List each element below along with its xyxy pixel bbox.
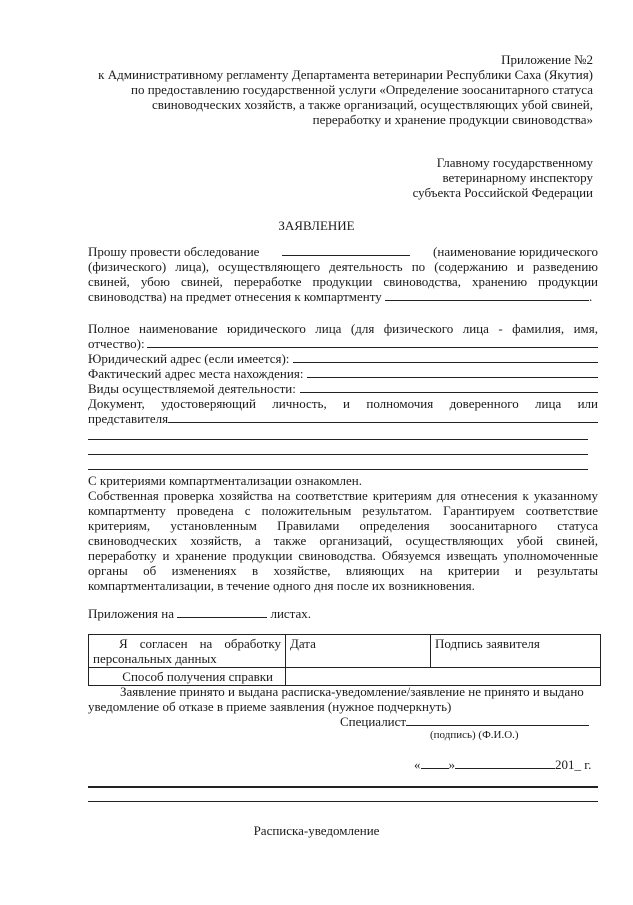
criteria-text: критериям, установленным Правилами определения зоосанитарного статуса xyxy=(88,518,598,533)
applicant-fields xyxy=(88,321,598,426)
date-cell[interactable] xyxy=(286,635,431,668)
activity-types-field[interactable] xyxy=(300,381,598,393)
annex-line: свиноводческих хозяйств, а также организаций, осуществляющих убой свиней, xyxy=(151,97,593,112)
specialist-label: Специалист xyxy=(340,714,407,729)
request-text: свиней, убою свиней, переработке продукции свиноводства, хранению продукции xyxy=(88,274,598,289)
consent-text: персональных данных xyxy=(93,651,217,666)
acceptance-date xyxy=(414,757,591,772)
compartment-field[interactable] xyxy=(385,289,589,301)
annex-line: Приложение №2 xyxy=(501,52,593,67)
request-text: (наименование юридического xyxy=(433,244,598,259)
acceptance-text: Заявление принято и выдана расписка-уведомление/заявление не принято и выдано xyxy=(120,684,584,699)
year-label: 201_ г. xyxy=(555,757,592,772)
date-label: Дата xyxy=(290,636,316,651)
addressee-line: ветеринарному инспектору xyxy=(442,170,593,185)
request-text: свиноводства) на предмет отнесения к компартменту xyxy=(88,289,382,304)
criteria-text: органы об изменениях в хозяйстве, влияющих на критерии и результаты xyxy=(88,563,598,578)
attachments-line xyxy=(88,606,311,621)
request-text: . xyxy=(589,289,593,304)
actual-address-field[interactable] xyxy=(307,366,598,378)
date-open-quote: « xyxy=(414,757,421,772)
receipt-title: Расписка-уведомление xyxy=(253,823,380,838)
annex-line: переработку и хранение продукции свиноводства» xyxy=(312,112,593,127)
acceptance-text: уведомление об отказе в приеме заявления (нужное подчеркнуть) xyxy=(88,699,452,714)
legal-address-label: Юридический адрес (если имеется): xyxy=(88,351,290,366)
receipt-method-cell xyxy=(89,668,286,686)
separator-line xyxy=(88,801,598,802)
signature-cell[interactable] xyxy=(431,635,601,668)
request-paragraph xyxy=(88,244,598,304)
full-name-label: отчество): xyxy=(88,336,145,351)
blank-line[interactable] xyxy=(88,439,588,440)
specialist-field[interactable] xyxy=(406,714,589,726)
acceptance-section xyxy=(88,684,598,714)
consent-text: Я согласен на обработку xyxy=(119,636,281,651)
blank-line[interactable] xyxy=(88,469,588,470)
request-text: (физического) лица), осуществляющего деятельность по (содержанию и разведению xyxy=(88,259,598,274)
blank-line[interactable] xyxy=(88,454,588,455)
specialist-caption: (подпись) (Ф.И.О.) xyxy=(430,729,519,741)
document-title: ЗАЯВЛЕНИЕ xyxy=(278,218,355,233)
criteria-text: свиноводческих хозяйств, а также организаций, осуществляющих убой свиней, xyxy=(88,533,598,548)
attachments-count-field[interactable] xyxy=(177,606,267,618)
day-field[interactable] xyxy=(421,757,449,769)
criteria-acknowledged: С критериями компартментализации ознакомлен. xyxy=(88,473,362,488)
full-name-label: Полное наименование юридического лица (для физического лица - фамилия, имя, xyxy=(88,321,598,336)
criteria-text: компартментализации, в течение одного дня после их возникновения. xyxy=(88,578,475,593)
consent-table xyxy=(88,634,601,686)
criteria-text: переработку и хранение продукции свиноводства. Обязуемся извещать уполномоченные xyxy=(88,548,598,563)
full-name-field[interactable] xyxy=(147,336,598,348)
attachments-prefix: Приложения на xyxy=(88,606,174,621)
specialist-line xyxy=(340,714,589,729)
document-label: Документ, удостоверяющий личность, и полномочия доверенного лица или xyxy=(88,396,598,411)
signature-label: Подпись заявителя xyxy=(435,636,540,651)
annex-line: к Административному регламенту Департамента ветеринарии Республики Саха (Якутия) xyxy=(98,67,593,82)
receipt-method-label: Способ получения справки xyxy=(122,669,273,684)
addressee-line: субъекта Российской Федерации xyxy=(412,185,593,200)
request-text: Прошу провести обследование xyxy=(88,244,260,259)
addressee-line: Главному государственному xyxy=(436,155,593,170)
criteria-text: Собственная проверка хозяйства на соответствие критериям для отнесения к указанному xyxy=(88,488,598,503)
consent-cell xyxy=(89,635,286,668)
date-close-quote: » xyxy=(448,757,455,772)
annex-header xyxy=(33,52,593,127)
addressee-block xyxy=(293,155,593,200)
activity-types-label: Виды осуществляемой деятельности: xyxy=(88,381,296,396)
actual-address-label: Фактический адрес места нахождения: xyxy=(88,366,304,381)
separator-line xyxy=(88,786,598,788)
criteria-section xyxy=(88,473,598,593)
receipt-method-value[interactable] xyxy=(286,668,601,686)
document-field[interactable] xyxy=(168,411,598,423)
month-field[interactable] xyxy=(455,757,555,769)
org-name-field[interactable] xyxy=(282,244,410,256)
annex-line: по предоставлению государственной услуги «Определение зоосанитарного статуса xyxy=(131,82,593,97)
legal-address-field[interactable] xyxy=(293,351,598,363)
document-label: представителя xyxy=(88,411,169,426)
criteria-text: компартменту проведена с положительным результатом. Гарантируем соответствие xyxy=(88,503,598,518)
attachments-suffix: листах. xyxy=(270,606,312,621)
